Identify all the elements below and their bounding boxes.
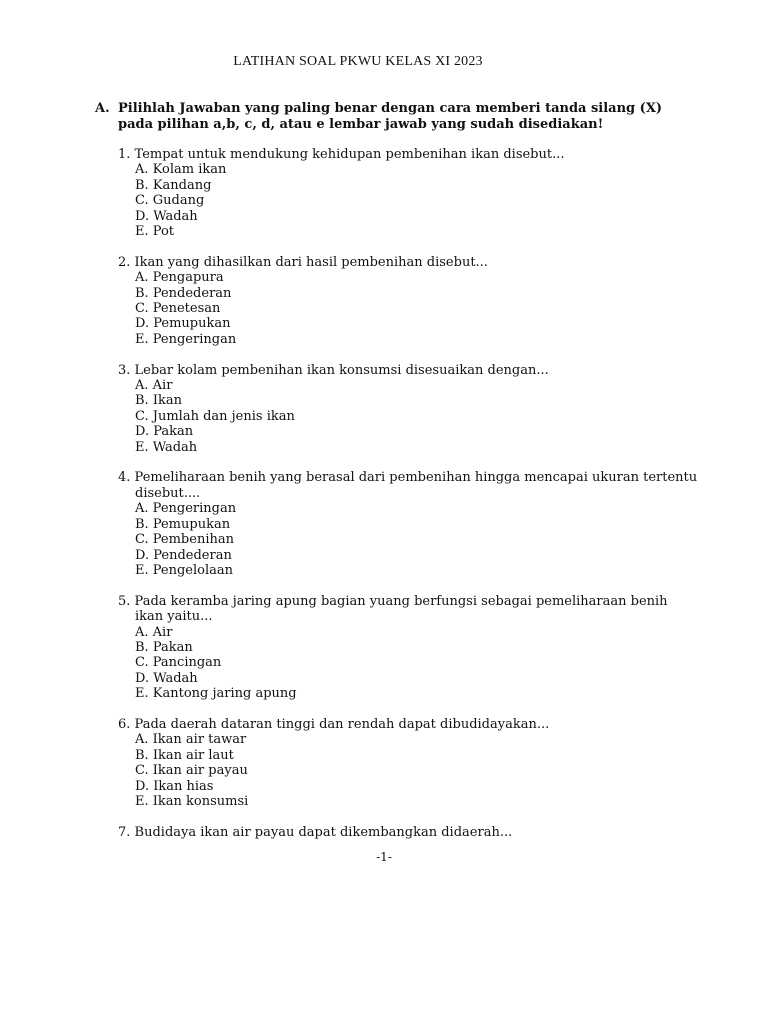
question-text: 2. Ikan yang dihasilkan dari hasil pembenihan disebut... xyxy=(118,254,488,270)
option-a: A. Ikan air tawar xyxy=(135,732,247,748)
question-5 xyxy=(118,594,698,702)
question-7 xyxy=(118,825,698,840)
option-c: C. Ikan air payau xyxy=(135,763,248,779)
option-b: B. Pendederan xyxy=(135,285,232,301)
option-d: D. Pendederan xyxy=(135,547,232,563)
question-text: 4. Pemeliharaan benih yang berasal dari pembenihan hingga mencapai ukuran tertentu disebut.... xyxy=(118,470,698,501)
option-d: D. Wadah xyxy=(135,208,198,224)
option-list xyxy=(118,501,698,578)
option-c: C. Gudang xyxy=(135,193,205,209)
option-e: E. Wadah xyxy=(135,439,198,455)
option-d: D. Wadah xyxy=(135,670,198,686)
option-list xyxy=(118,378,698,455)
option-c: C. Pancingan xyxy=(135,655,222,671)
option-list xyxy=(118,732,698,809)
option-e: E. Ikan konsumsi xyxy=(135,793,249,809)
question-3 xyxy=(118,363,698,455)
question-4 xyxy=(118,470,698,578)
option-a: A. Pengeringan xyxy=(135,501,237,517)
option-b: B. Pemupukan xyxy=(135,516,231,532)
question-text: 5. Pada keramba jaring apung bagian yuang berfungsi sebagai pemeliharaan benih ikan yaitu... xyxy=(118,593,668,625)
option-a: A. Air xyxy=(135,378,173,394)
question-text: 3. Lebar kolam pembenihan ikan konsumsi disesuaikan dengan... xyxy=(118,362,549,378)
question-6 xyxy=(118,717,698,809)
option-d: D. Pemupukan xyxy=(135,316,231,332)
option-list xyxy=(118,270,698,347)
question-2 xyxy=(118,255,698,347)
question-text: 7. Budidaya ikan air payau dapat dikembangkan didaerah... xyxy=(118,824,513,840)
question-list xyxy=(118,147,698,856)
option-c: C. Pembenihan xyxy=(135,532,234,548)
question-text: 6. Pada daerah dataran tinggi dan rendah dapat dibudidayakan... xyxy=(118,716,550,732)
option-e: E. Pot xyxy=(135,224,175,240)
option-b: B. Ikan xyxy=(135,393,182,409)
option-list xyxy=(118,625,698,702)
option-c: C. Penetesan xyxy=(135,301,221,317)
section-instruction: Pilihlah Jawaban yang paling benar dengan cara memberi tanda silang (X) pada pilihan a,b, c, d, atau e lembar jawab yang sudah disediakan! xyxy=(118,101,663,132)
page-number: -1- xyxy=(376,850,392,864)
option-c: C. Jumlah dan jenis ikan xyxy=(135,408,295,424)
option-b: B. Ikan air laut xyxy=(135,747,234,763)
option-a: A. Air xyxy=(135,624,173,640)
option-e: E. Pengelolaan xyxy=(135,562,234,578)
option-b: B. Kandang xyxy=(135,177,212,193)
option-list xyxy=(118,162,698,239)
section-letter: A. xyxy=(95,101,110,116)
option-a: A. Pengapura xyxy=(135,270,224,286)
option-d: D. Ikan hias xyxy=(135,778,214,794)
question-1 xyxy=(118,147,698,239)
option-e: E. Kantong jaring apung xyxy=(135,686,297,702)
option-d: D. Pakan xyxy=(135,424,194,440)
option-e: E. Pengeringan xyxy=(135,331,237,347)
option-b: B. Pakan xyxy=(135,639,193,655)
document-title: LATIHAN SOAL PKWU KELAS XI 2023 xyxy=(233,54,483,69)
option-a: A. Kolam ikan xyxy=(135,162,227,178)
question-text: 1. Tempat untuk mendukung kehidupan pembenihan ikan disebut... xyxy=(118,147,565,162)
